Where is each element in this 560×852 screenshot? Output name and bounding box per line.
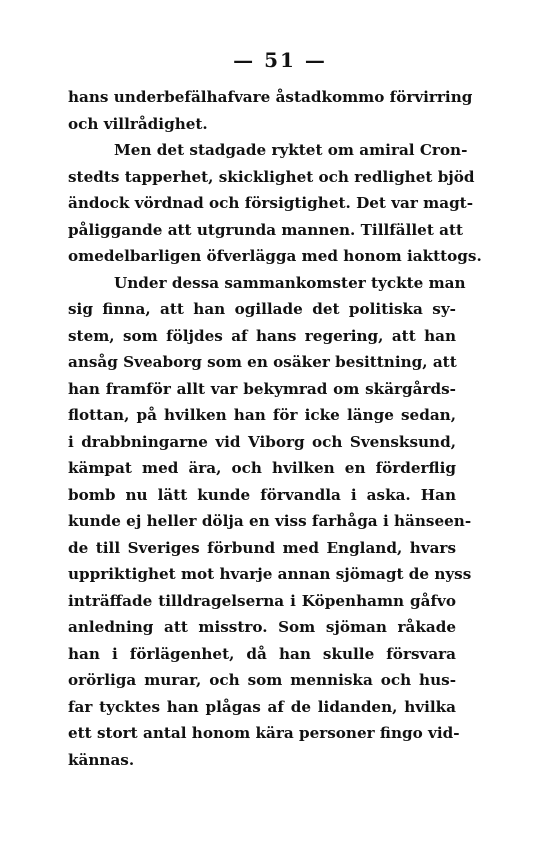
- text-line: Under dessa sammankomster tyckte man: [114, 273, 466, 292]
- text-line: ändock vördnad och försigtighet. Det var magt-: [68, 194, 474, 212]
- text-line: orörliga murar, och som menniska och hus-: [68, 671, 456, 689]
- text-line: ansåg Sveaborg som en osäker besittning, att: [68, 353, 457, 371]
- text-line: flottan, på hvilken han för icke länge sedan,: [68, 406, 456, 424]
- text-line: hans underbefälhafvare åstadkommo förvirring: [68, 88, 473, 106]
- text-line: anledning att misstro. Som sjöman råkade: [68, 618, 456, 636]
- text-line: och villrådighet.: [68, 114, 208, 133]
- text-line: i drabbningarne vid Viborg och Svensksund,: [68, 432, 456, 451]
- text-line: far tycktes han plågas af de lidanden, hvilka: [68, 697, 456, 716]
- text-line: uppriktighet mot hvarje annan sjömagt de nyss: [68, 565, 472, 583]
- text-line: kunde ej heller dölja en viss farhåga i hänseen-: [68, 512, 472, 530]
- text-line: påliggande att utgrunda mannen. Tillfället att: [68, 220, 463, 239]
- text-line: inträffade tilldragelserna i Köpenhamn gåfvo: [68, 591, 456, 610]
- text-line: bomb nu lätt kunde förvandla i aska. Han: [68, 485, 456, 504]
- text-line: stem, som följdes af hans regering, att han: [68, 326, 456, 345]
- text-line: han framför allt var bekymrad om skärgårds-: [68, 379, 456, 398]
- text-line: stedts tapperhet, skicklighet och redlighet bjöd: [68, 167, 475, 186]
- body-text: [68, 84, 482, 773]
- text-line: omedelbarligen öfverlägga med honom iakttogs.: [68, 247, 482, 265]
- text-line: ett stort antal honom kära personer fingo vid-: [68, 724, 460, 742]
- text-line: Men det stadgade ryktet om amiral Cron-: [114, 141, 468, 159]
- page-number: — 51 —: [233, 48, 327, 72]
- text-line: de till Sveriges förbund med England, hvars: [68, 538, 456, 557]
- text-line: han i förlägenhet, då han skulle försvara: [68, 644, 456, 663]
- text-line: sig finna, att han ogillade det politiska sy-: [68, 300, 456, 318]
- text-line: kämpat med ära, och hvilken en förderflig: [68, 459, 456, 477]
- text-line: kännas.: [68, 750, 135, 769]
